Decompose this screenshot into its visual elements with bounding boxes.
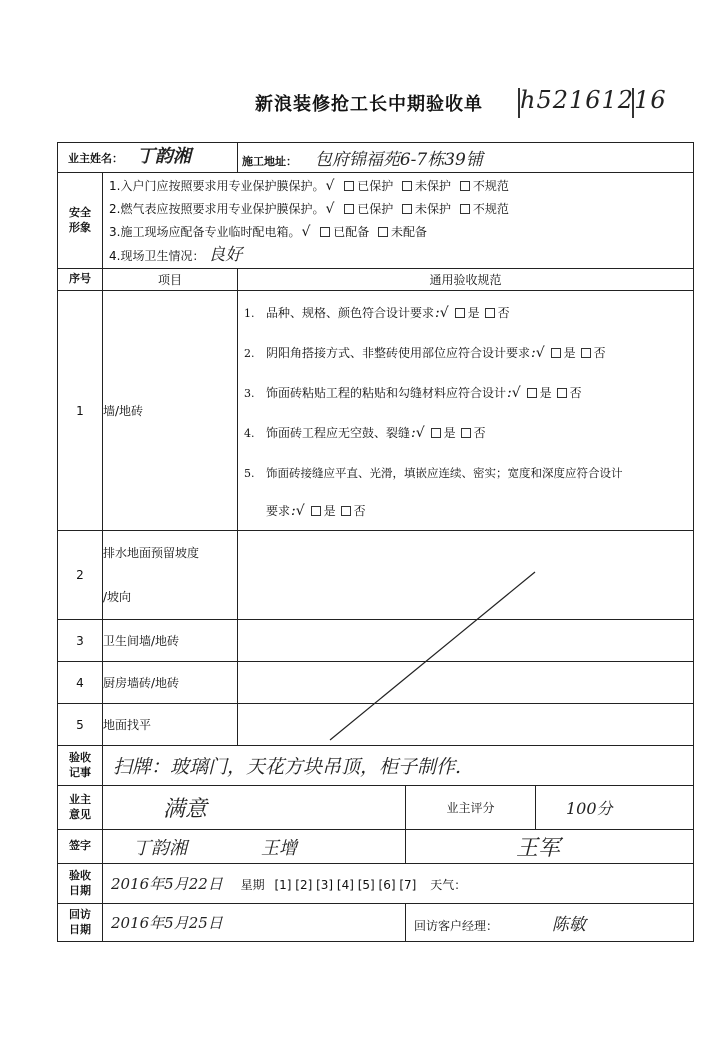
spec-item: 3. 饰面砖粘贴工程的粘贴和勾缝材料应符合设计:√ 是 否 — [244, 384, 582, 401]
col-no: 序号 — [58, 269, 103, 291]
check-mark: :√ — [291, 502, 305, 519]
opinion-row — [58, 786, 694, 830]
safety-item: 3.施工现场应配备专业临时配电箱。√ 已配备 未配备 — [109, 223, 428, 240]
visit-label: 回访 日期 — [69, 907, 91, 936]
notes-value: 扫牌：玻璃门，天花方块吊顶，柜子制作. — [113, 756, 462, 778]
notes-label: 验收 记事 — [69, 750, 91, 779]
checkbox-icon — [527, 388, 537, 398]
checkbox-icon — [557, 388, 567, 398]
hygiene-value: 良好 — [208, 244, 243, 265]
check-mark: :√ — [531, 344, 545, 361]
inspect-date-row: 验收 日期 2016年5月22日 星期 [1] [2] [3] [4] [5] [6] [7] 天气： — [58, 864, 694, 904]
owner-name-value: 丁韵湘 — [136, 146, 191, 168]
owner-name-label: 业主姓名： — [68, 152, 123, 166]
owner-signature: 丁韵湘 — [133, 837, 187, 859]
spec-item: 4. 饰面砖工程应无空鼓、裂缝:√ 是 否 — [244, 424, 486, 441]
table-row: 4 厨房墙砖/地砖 — [58, 662, 694, 704]
check-mark: √ — [301, 223, 311, 240]
checkbox-icon — [344, 181, 354, 191]
checkbox-icon — [551, 348, 561, 358]
check-mark: √ — [325, 177, 335, 194]
checkbox-icon — [320, 227, 330, 237]
score-value: 100分 — [566, 799, 613, 818]
notes-row — [58, 746, 694, 786]
safety-item: 2.燃气表应按照要求用专业保护膜保护。√ 已保护 未保护 不规范 — [109, 200, 509, 217]
checkbox-icon — [341, 506, 351, 516]
sign-label: 签字 — [58, 830, 103, 864]
col-item: 项目 — [103, 269, 238, 291]
foreman-signature: 王增 — [260, 837, 297, 859]
safety-label: 安全 形象 — [69, 205, 91, 234]
checkbox-icon — [378, 227, 388, 237]
visit-row — [58, 904, 694, 942]
acceptance-table — [57, 142, 694, 942]
check-mark: :√ — [411, 424, 425, 441]
spec-item: 2. 阴阳角搭接方式、非整砖使用部位应符合设计要求:√ 是 否 — [244, 344, 606, 361]
sign-row — [58, 830, 694, 864]
checkbox-icon — [402, 181, 412, 191]
spec-item: 1. 品种、规格、颜色符合设计要求:√ 是 否 — [244, 304, 510, 321]
checkbox-icon — [460, 204, 470, 214]
checkbox-icon — [431, 428, 441, 438]
col-spec: 通用验收规范 — [238, 269, 694, 291]
address-label: 施工地址： — [242, 155, 297, 168]
opinion-value: 满意 — [163, 797, 208, 822]
manager-label: 回访客户经理： — [414, 919, 499, 933]
checkbox-icon — [344, 204, 354, 214]
owner-row — [58, 143, 694, 173]
visit-date-value: 2016年5月25日 — [111, 914, 223, 932]
third-signature: 王军 — [516, 836, 561, 861]
check-mark: :√ — [507, 384, 521, 401]
checkbox-icon — [402, 204, 412, 214]
column-header-row — [58, 269, 694, 291]
checkbox-icon — [460, 181, 470, 191]
inspect-date-value: 2016年5月22日 — [111, 875, 223, 893]
spec-item: 5. 饰面砖接缝应平直、光滑，填嵌应连续、密实；宽度和深度应符合设计 — [244, 465, 623, 480]
safety-item: 4.现场卫生情况： 良好 — [109, 244, 243, 265]
checkbox-icon — [461, 428, 471, 438]
table-row: 3 卫生间墙/地砖 — [58, 620, 694, 662]
address-value: 包府锦福苑6-7栋39铺 — [314, 150, 483, 170]
table-row: 5 地面找平 — [58, 704, 694, 746]
spec-item-cont: 要求:√ 是 否 — [266, 502, 366, 519]
safety-row — [58, 173, 694, 269]
manager-value: 陈敏 — [551, 915, 586, 935]
table-row: 1 墙/地砖 1. 品种、规格、颜色符合设计要求:√ 是 否 2. 阴阳角搭接方式、非整砖使用部位应符合设计要求:√ 是 否 3. 饰面砖粘贴工程的粘贴和勾缝材料应符合设计:√ 是 否 4. 饰面砖工程应无空鼓、裂缝:√ 是 否 5. 饰面砖接缝应平直、光滑，填嵌应连续、密实；宽度和深度应符合设计 要求:√ 是 否 — [58, 291, 694, 531]
checkbox-icon — [455, 308, 465, 318]
check-mark: :√ — [435, 304, 449, 321]
safety-item: 1.入户门应按照要求用专业保护膜保护。√ 已保护 未保护 不规范 — [109, 177, 509, 194]
checkbox-icon — [581, 348, 591, 358]
check-mark: √ — [325, 200, 335, 217]
form-title: 新浪装修抢工长中期验收单 — [255, 94, 483, 115]
checkbox-icon — [485, 308, 495, 318]
score-label: 业主评分 — [406, 786, 536, 830]
doc-number: h52161216 — [520, 86, 667, 114]
inspect-date-label: 验收 日期 — [69, 868, 91, 897]
table-row: 2 排水地面预留坡度 /坡向 — [58, 531, 694, 620]
opinion-label: 业主 意见 — [69, 792, 91, 821]
checkbox-icon — [311, 506, 321, 516]
